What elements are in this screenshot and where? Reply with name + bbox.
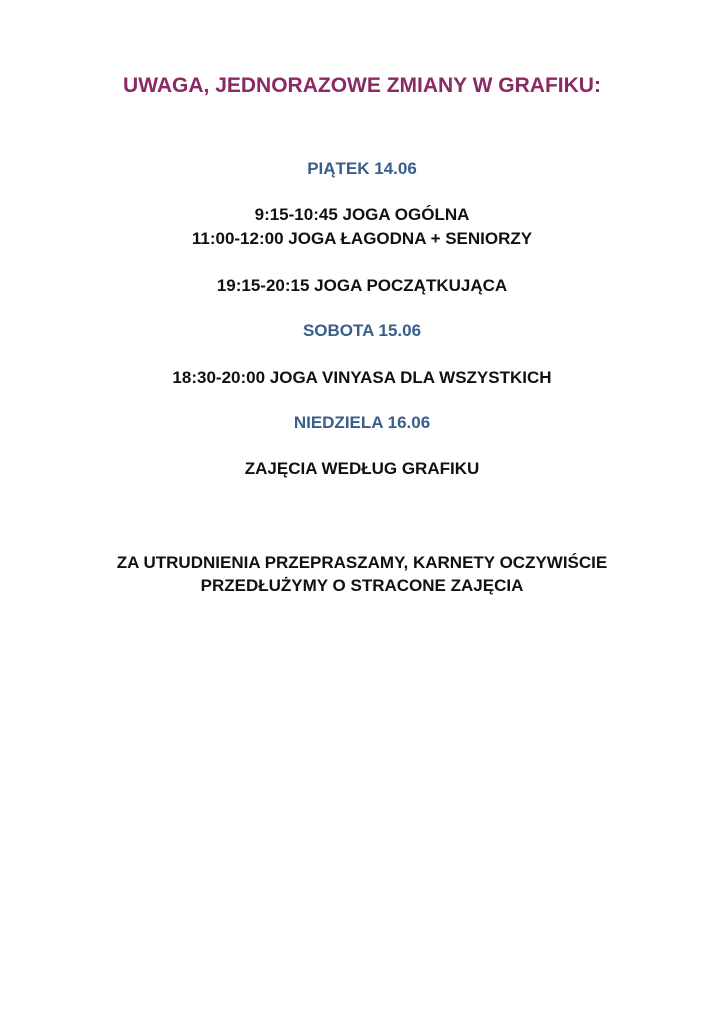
- schedule-entry: ZAJĘCIA WEDŁUG GRAFIKU: [244, 459, 480, 478]
- schedule-entry: 18:30-20:00 JOGA VINYASA DLA WSZYSTKICH: [172, 368, 552, 387]
- schedule-entry: 19:15-20:15 JOGA POCZĄTKUJĄCA: [216, 276, 508, 295]
- day-heading-saturday: SOBOTA 15.06: [302, 321, 422, 340]
- day-heading-friday: PIĄTEK 14.06: [307, 159, 417, 178]
- schedule-entry: 11:00-12:00 JOGA ŁAGODNA + SENIORZY: [191, 229, 533, 248]
- apology-note-line-1: ZA UTRUDNIENIA PRZEPRASZAMY, KARNETY OCZYWIŚCIE: [116, 553, 608, 572]
- day-heading-sunday: NIEDZIELA 16.06: [293, 413, 431, 432]
- apology-note-line-2: PRZEDŁUŻYMY O STRACONE ZAJĘCIA: [200, 576, 524, 595]
- page-title: UWAGA, JEDNORAZOWE ZMIANY W GRAFIKU:: [123, 74, 601, 97]
- schedule-entry: 9:15-10:45 JOGA OGÓLNA: [254, 205, 470, 224]
